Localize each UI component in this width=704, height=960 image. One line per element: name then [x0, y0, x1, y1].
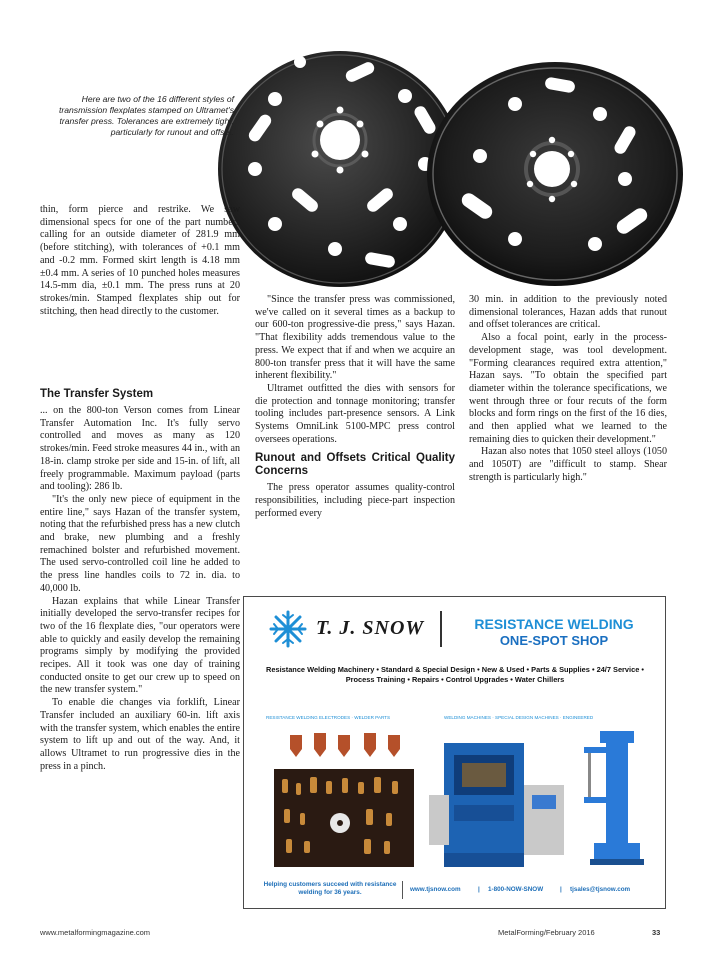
paragraph: "Since the transfer press was commissioned, we've called on it several times as a backup to our 600-ton progressive-die press," says Hazan. "That flexibility adds tremendous value to the press. We expect that if and when we acquire an 800-ton transfer press that it will have the same inherent flexibility."	[255, 294, 455, 382]
ad-row-left: RESISTANCE WELDING ELECTRODES · WELDER PARTS	[266, 715, 391, 720]
ad-separator: |	[560, 886, 562, 893]
ad-divider	[440, 611, 442, 647]
paragraph: Ultramet outfitted the dies with sensors for die protection and tonnage monitoring; transfer tooling includes part-presence sensors. A Link Systems OmniLink 5100-MPC press control oversees operations.	[255, 382, 455, 445]
ad-separator: |	[478, 886, 480, 893]
paragraph: ... on the 800-ton Verson comes from Linear Transfer Automation Inc. It's fully servo controlled and moves as many as 120 strokes/min. Feed stroke measures 44 in., with an 18-in. clamp stroke per side and 15-in. of lift, all freely programmable. Maximum payload (parts and tooling): 286 lb.	[40, 405, 240, 493]
column-2	[255, 294, 455, 521]
column-1-intro	[40, 204, 240, 318]
brand-name: T. J. SNOW	[316, 617, 425, 639]
paragraph: "It's the only new piece of equipment in the entire line," says Hazan of the transfer system, noting that the refurbished press has a new clutch and brake, new plumbing and a freshly remachined bolster and refurbished movement. The used servo-controlled coil line he added to the press line handles coils to 72 in. dia. to 40,000 lb.	[40, 493, 240, 594]
ad-headline-2: ONE-SPOT SHOP	[499, 633, 609, 648]
column-3	[469, 294, 667, 485]
flexplate-left	[218, 51, 462, 287]
flexplate-right	[427, 62, 683, 286]
ad-logo	[264, 609, 432, 649]
welder-parts-photo	[274, 769, 414, 867]
paragraph: Also a focal point, early in the process-development stage, was tool development. "Forming clearances required extra attention," Hazan says. "To obtain the specified part diameter within the tolerance specifications, we went through three or four recuts of the form blocks and form rings on the first of the 16 dies, and then applied what we learned to the remaining dies to quicken their development."	[469, 332, 667, 445]
welding-press-photo	[424, 735, 574, 875]
electrode-caps-photo	[284, 729, 404, 761]
ad-footer-divider	[402, 881, 403, 899]
section-heading-runout: Runout and Offsets Critical Quality Concerns	[255, 452, 455, 478]
ad-headline-1: RESISTANCE WELDING	[474, 616, 634, 632]
ad-website[interactable]: www.tjsnow.com	[410, 886, 461, 893]
paragraph: To enable die changes via forklift, Linear Transfer included an auxiliary 60-in. lift axis with the transfer system, which enables the entire system to lift up and out of the way. And, it allows Ultramet to run progressive dies in the press in a pinch.	[40, 697, 240, 772]
flexplate-photo	[215, 44, 690, 294]
snowflake-icon	[268, 609, 308, 649]
photo-caption: Here are two of the 16 different styles of transmission flexplates stamped on Ultramet's transfer press. Tolerances are extremely tight, particularly for runout and offset.	[58, 94, 234, 137]
ad-tagline: Helping customers succeed with resistance welding for 36 years.	[263, 881, 397, 896]
ad-phone[interactable]: 1-800-NOW-SNOW	[488, 886, 544, 893]
column-1	[40, 382, 240, 773]
footer-website: www.metalformingmagazine.com	[40, 928, 151, 937]
page-number: 33	[652, 928, 661, 937]
paragraph: Hazan also notes that 1050 steel alloys (1050 and 1050T) are "difficult to stamp. Shear strength is particularly high."	[469, 446, 667, 483]
paragraph: The press operator assumes quality-control responsibilities, including piece-part inspection performed every	[255, 482, 455, 519]
ad-services: Resistance Welding Machinery • Standard & Special Design • New & Used • Parts & Supplies • 24/7 Service • Process Training • Repairs • Control Upgrades • Water Chillers	[266, 665, 644, 684]
paragraph: Hazan explains that while Linear Transfer initially developed the servo-transfer recipes for two of the 16 flexplate dies, "our operators were able to quickly and easily develop the remaining programs simply by modifying the provided recipes. All it took was one day of training conducted onsite to get our crew up to speed on the new transfer system."	[40, 595, 240, 696]
section-heading-transfer: The Transfer System	[40, 388, 154, 400]
paragraph: thin, form pierce and restrike. We saw dimensional specs for one of the part numbers calling for an outside diameter of 281.9 mm (before stitching), with tolerances of +0.1 mm and -0.2 mm. Formed skirt length is 4.18 mm ±0.4 mm. A series of 10 punched holes measures 14.5-mm dia, ±0.1 mm. The press runs at 20 strokes/min. Stamped flexplates ship out for stitching, then head directly to the customer.	[40, 204, 240, 317]
paragraph: 30 min. in addition to the previously noted dimensional tolerances, Hazan adds that runout and offset tolerances are critical.	[469, 294, 667, 331]
ad-email[interactable]: tjsales@tjsnow.com	[570, 886, 631, 893]
tj-snow-advertisement[interactable]	[243, 596, 666, 909]
ad-row-right: WELDING MACHINES · SPECIAL DESIGN MACHINES · ENGINEERED	[444, 715, 594, 720]
footer-issue: MetalForming/February 2016	[498, 928, 595, 937]
spot-welder-photo	[584, 727, 654, 877]
